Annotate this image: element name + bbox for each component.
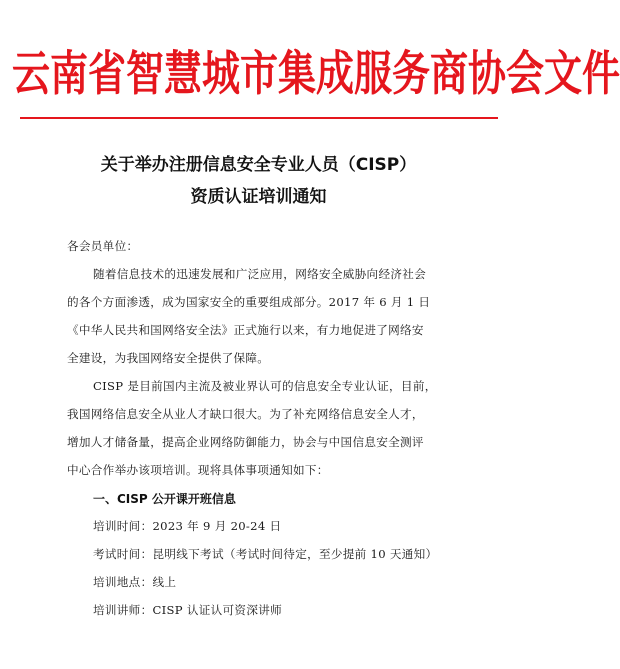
paragraph-1-line-1: 随着信息技术的迅速发展和广泛应用，网络安全威胁向经济社会 — [93, 267, 427, 281]
paragraph-1-line-2: 的各个方面渗透，成为国家安全的重要组成部分。2017 年 6 月 1 日 — [67, 295, 431, 309]
training-location: 培训地点：线上 — [93, 575, 177, 589]
paragraph-1-line-4: 全建设，为我国网络安全提供了保障。 — [67, 351, 270, 365]
training-time: 培训时间：2023 年 9 月 20-24 日 — [93, 519, 282, 533]
paragraph-2-line-2: 我国网络信息安全从业人才缺口很大。为了补充网络信息安全人才， — [67, 407, 424, 421]
paragraph-2-line-4: 中心合作举办该项培训。现将具体事项通知如下： — [67, 463, 329, 477]
paragraph-1-line-3: 《中华人民共和国网络安全法》正式施行以来，有力地促进了网络安 — [67, 323, 424, 337]
paragraph-2-line-3: 增加人才储备量，提高企业网络防御能力，协会与中国信息安全测评 — [67, 435, 424, 449]
salutation: 各会员单位： — [67, 239, 139, 253]
organization-header-title: 云南省智慧城市集成服务商协会文件 — [12, 46, 620, 101]
training-lecturer: 培训讲师：CISP 认证认可资深讲师 — [93, 603, 282, 617]
header-divider — [20, 117, 498, 119]
section-heading-cisp-class-info: 一、CISP 公开课开班信息 — [93, 492, 236, 506]
exam-time: 考试时间：昆明线下考试（考试时间待定，至少提前 10 天通知） — [93, 547, 438, 561]
notice-title-line-2: 资质认证培训通知 — [190, 187, 327, 207]
paragraph-2-line-1: CISP 是目前国内主流及被业界认可的信息安全专业认证，目前， — [93, 379, 437, 393]
notice-title-line-1: 关于举办注册信息安全专业人员（CISP） — [100, 155, 417, 175]
